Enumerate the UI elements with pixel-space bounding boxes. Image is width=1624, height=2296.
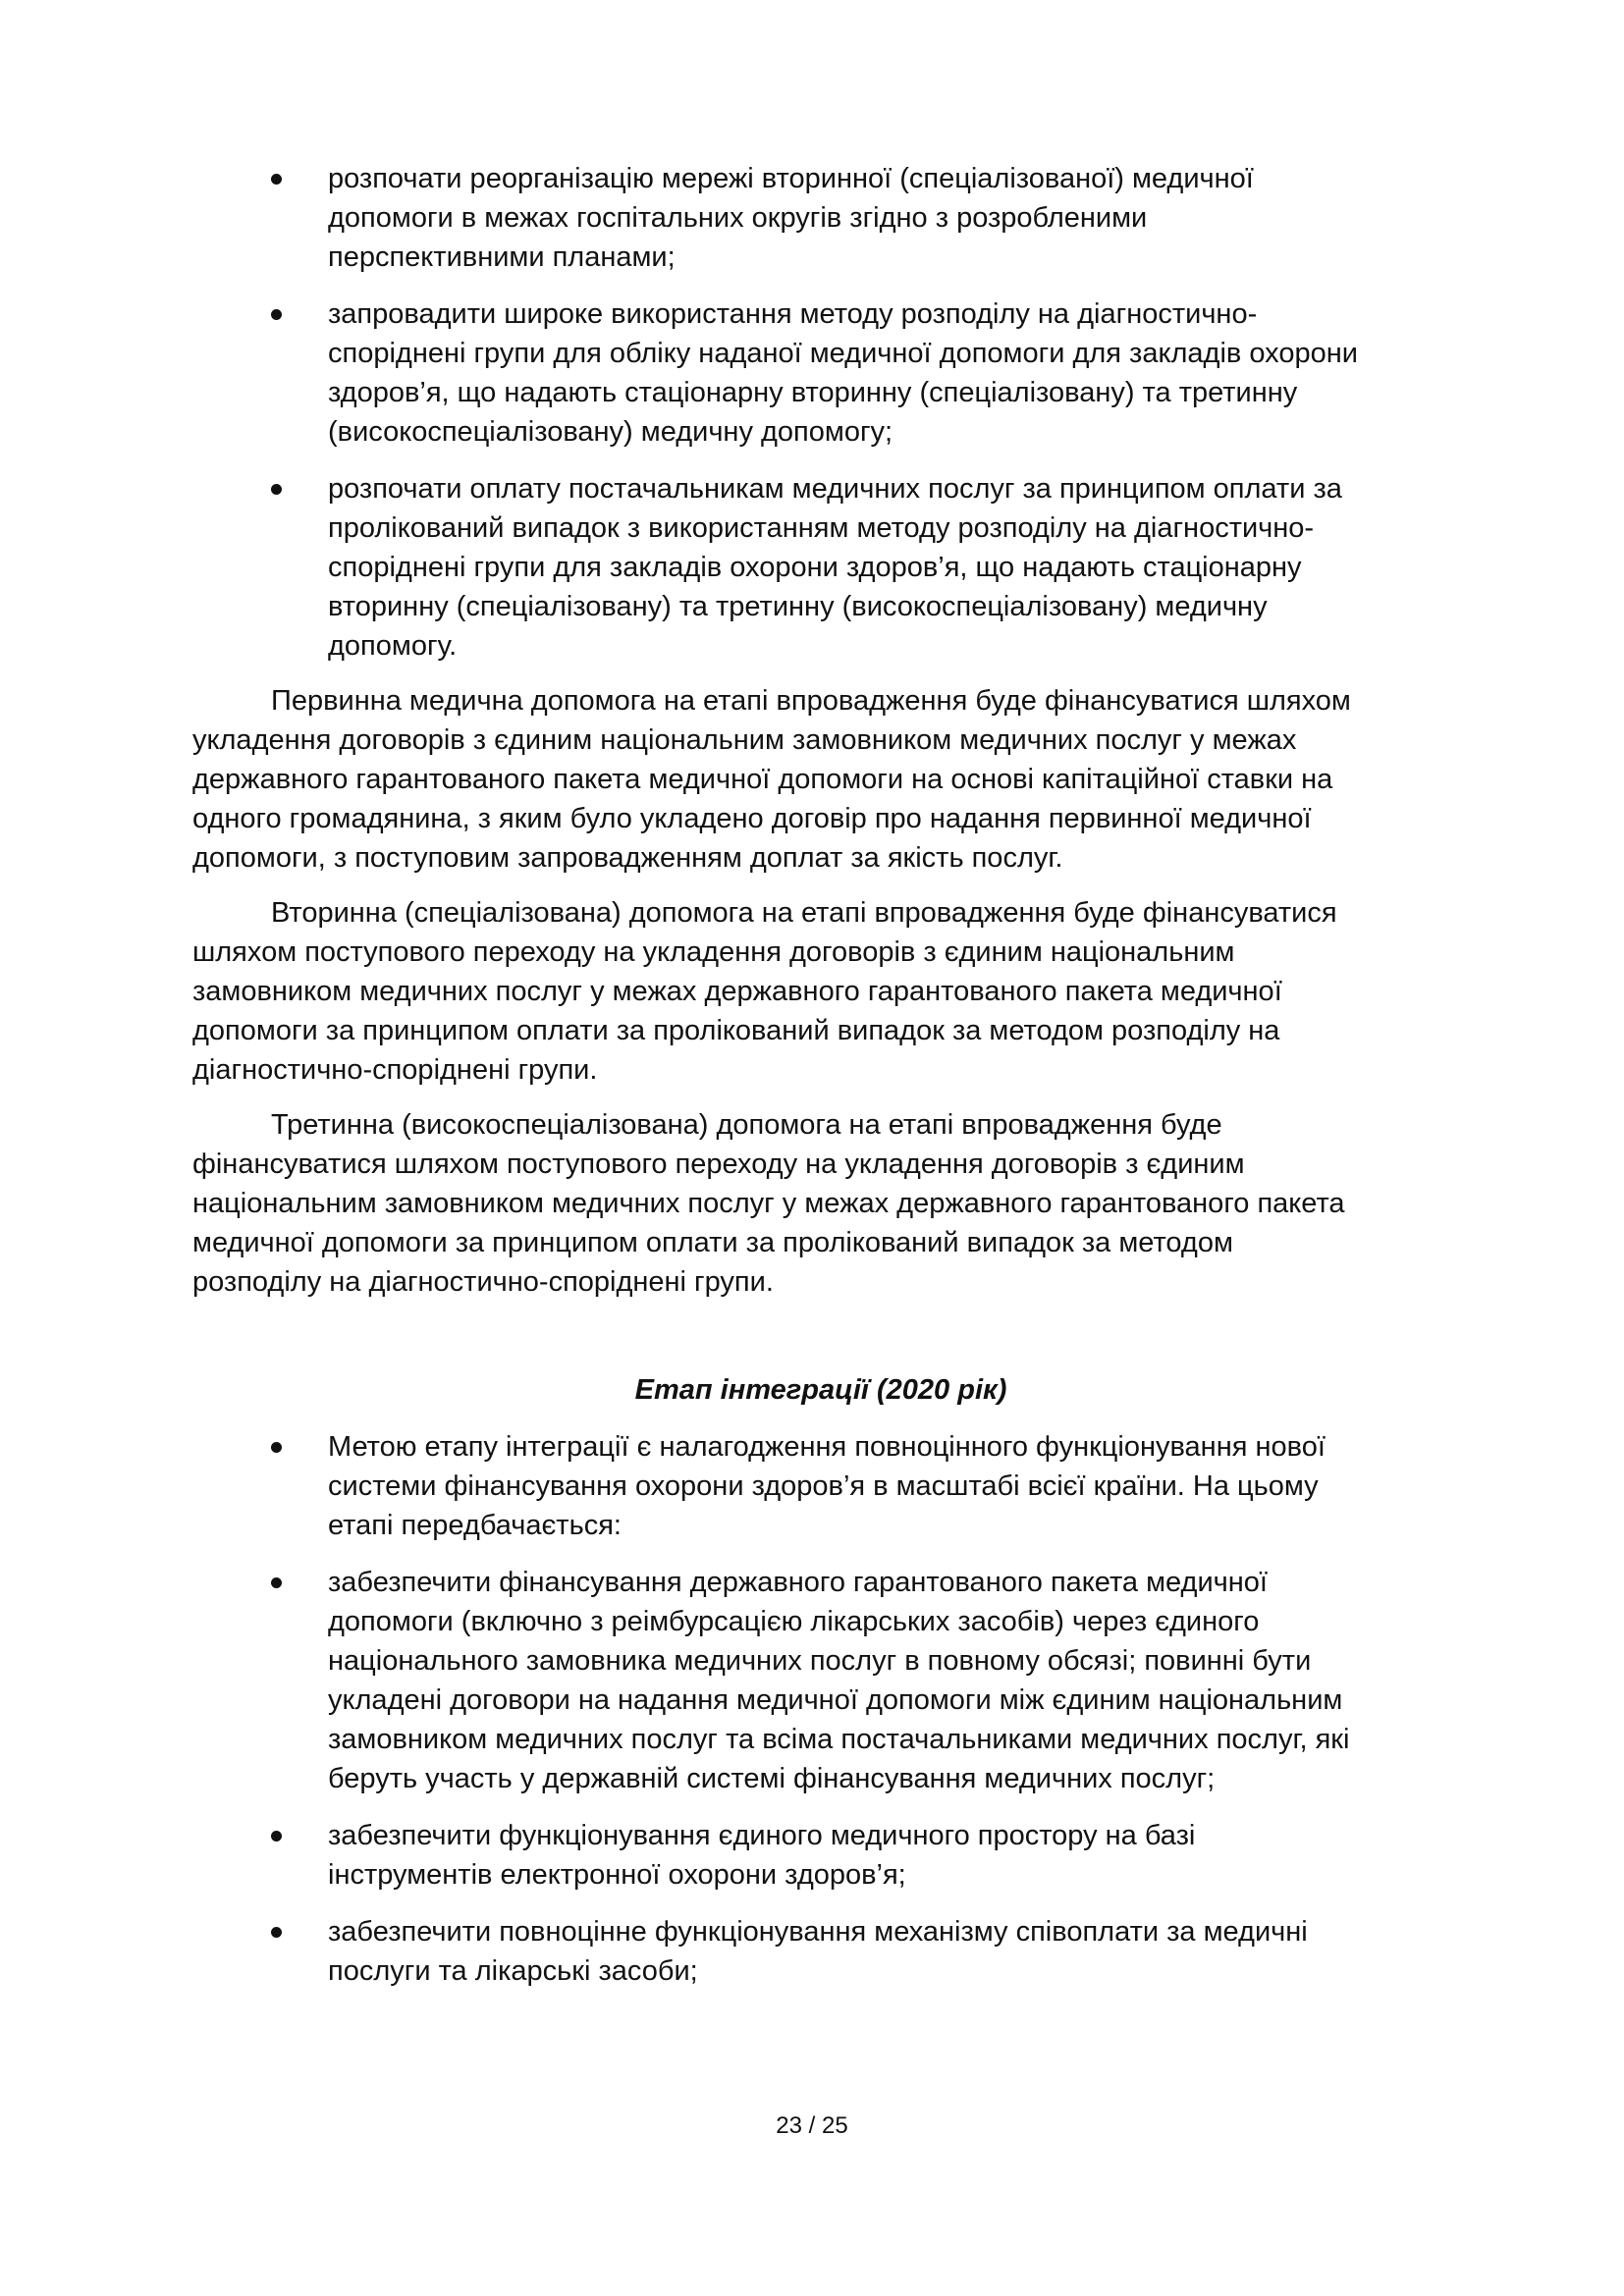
section-heading: Етап інтеграції (2020 рік) xyxy=(634,1374,1007,1406)
bullet-item xyxy=(192,159,1449,277)
text-line: забезпечити фінансування державного гарантованого пакета медичної xyxy=(328,1567,1268,1598)
bullet-item xyxy=(192,1912,1449,1991)
text-line: системи фінансування охорони здоров’я в масштабі всієї країни. На цьому xyxy=(328,1470,1319,1502)
text-line: інструментів електронної охорони здоров’я; xyxy=(328,1859,906,1891)
bullet-item xyxy=(192,469,1449,666)
text-line: Вторинна (спеціалізована) допомога на етапі впровадження буде фінансуватися xyxy=(271,897,1337,929)
bullet-icon xyxy=(271,1442,282,1453)
text-line: розпочати реорганізацію мережі вторинної (спеціалізованої) медичної xyxy=(328,163,1254,194)
text-line: Первинна медична допомога на етапі впровадження буде фінансуватися шляхом xyxy=(271,685,1351,717)
text-line: діагностично-споріднені групи. xyxy=(192,1054,598,1086)
bullet-icon xyxy=(271,1927,282,1938)
text-line: укладення договорів з єдиним національним замовником медичних послуг у межах xyxy=(192,724,1297,756)
text-line: (високоспеціалізовану) медичну допомогу; xyxy=(328,416,893,448)
paragraph-secondary-care xyxy=(192,893,1449,1090)
text-line: допомоги, з поступовим запровадженням доплат за якість послуг. xyxy=(192,842,1063,874)
page-content xyxy=(192,159,1449,1991)
text-line: Метою етапу інтеграції є налагодження повноцінного функціонування нової xyxy=(328,1431,1326,1463)
text-line: розподілу на діагностично-споріднені групи. xyxy=(192,1266,774,1298)
text-line: допомоги в межах госпітальних округів згідно з розробленими xyxy=(328,202,1148,234)
bullet-item xyxy=(192,1816,1449,1895)
text-line: запровадити широке використання методу розподілу на діагностично- xyxy=(328,298,1258,330)
text-line: замовником медичних послуг та всіма постачальниками медичних послуг, які xyxy=(328,1724,1350,1755)
text-line: Третинна (високоспеціалізована) допомога на етапі впровадження буде xyxy=(271,1109,1222,1141)
text-line: беруть участь у державній системі фінансування медичних послуг; xyxy=(328,1763,1216,1794)
paragraph-primary-care xyxy=(192,681,1449,878)
text-line: укладені договори на надання медичної допомоги між єдиним національним xyxy=(328,1684,1343,1716)
bullet-icon xyxy=(271,484,282,495)
text-line: національним замовником медичних послуг у межах державного гарантованого пакета xyxy=(192,1188,1345,1219)
text-line: споріднені групи для обліку наданої медичної допомоги для закладів охорони xyxy=(328,338,1358,369)
bullet-item xyxy=(192,1563,1449,1798)
bullet-icon xyxy=(271,309,282,320)
text-line: фінансуватися шляхом поступового переходу на укладення договорів з єдиним xyxy=(192,1148,1245,1180)
text-line: шляхом поступового переходу на укладення договорів з єдиним національним xyxy=(192,936,1235,968)
text-line: державного гарантованого пакета медичної допомоги на основі капітаційної ставки на xyxy=(192,764,1333,795)
bullet-list-top xyxy=(192,159,1449,666)
text-line: споріднені групи для закладів охорони здоров’я, що надають стаціонарну xyxy=(328,552,1302,583)
paragraph-tertiary-care xyxy=(192,1105,1449,1302)
bullet-icon xyxy=(271,174,282,185)
text-line: одного громадянина, з яким було укладено договір про надання первинної медичної xyxy=(192,803,1312,834)
page-number: 23 / 25 xyxy=(776,2112,848,2139)
bullet-icon xyxy=(271,1577,282,1588)
text-line: послуги та лікарські засоби; xyxy=(328,1955,698,1987)
text-line: перспективними планами; xyxy=(328,241,676,273)
bullet-item xyxy=(192,294,1449,452)
text-line: допомогу. xyxy=(328,630,458,662)
text-line: пролікований випадок з використанням методу розподілу на діагностично- xyxy=(328,512,1315,544)
text-line: забезпечити функціонування єдиного медичного простору на базі xyxy=(328,1820,1196,1851)
text-line: національного замовника медичних послуг в повному обсязі; повинні бути xyxy=(328,1645,1312,1677)
text-line: етапі передбачається: xyxy=(328,1510,622,1541)
bullet-icon xyxy=(271,1831,282,1842)
text-line: допомоги за принципом оплати за пролікований випадок за методом розподілу на xyxy=(192,1015,1280,1046)
text-line: розпочати оплату постачальникам медичних послуг за принципом оплати за xyxy=(328,473,1342,505)
text-line: допомоги (включно з реімбурсацією лікарських засобів) через єдиного xyxy=(328,1606,1260,1637)
text-line: вторинну (спеціалізовану) та третинну (високоспеціалізовану) медичну xyxy=(328,591,1268,622)
text-line: здоров’я, що надають стаціонарну вторинну (спеціалізовану) та третинну xyxy=(328,377,1298,408)
text-line: замовником медичних послуг у межах державного гарантованого пакета медичної xyxy=(192,976,1282,1007)
text-line: забезпечити повноцінне функціонування механізму співоплати за медичні xyxy=(328,1916,1308,1948)
bullet-list-bottom xyxy=(192,1427,1449,1991)
bullet-item xyxy=(192,1427,1449,1545)
text-line: медичної допомоги за принципом оплати за пролікований випадок за методом xyxy=(192,1227,1233,1258)
